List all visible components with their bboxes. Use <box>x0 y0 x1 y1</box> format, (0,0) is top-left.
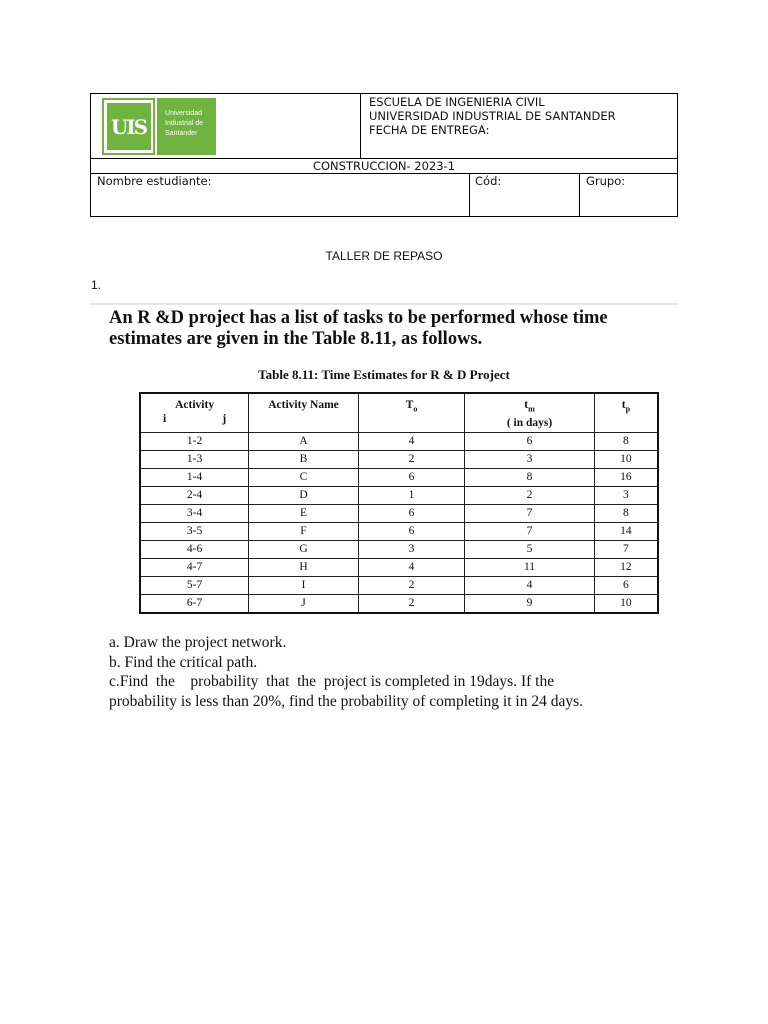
table-cell: 11 <box>465 559 594 577</box>
activity-name-header: Activity Name <box>249 393 359 433</box>
i-label: i <box>163 413 167 425</box>
table-caption: Table 8.11: Time Estimates for R & D Project <box>258 367 510 382</box>
problem-statement: An R &D project has a list of tasks to be performed whose time estimates are given in the Table 8.11, as follows. <box>109 308 608 349</box>
tp-sub: p <box>625 404 631 414</box>
table-cell: 6 <box>465 433 594 451</box>
table-cell: 6-7 <box>140 595 249 614</box>
table-row <box>140 541 658 559</box>
table-cell: 8 <box>465 469 594 487</box>
course-title: CONSTRUCCION- 2023-1 <box>312 159 456 173</box>
table-cell: A <box>249 433 359 451</box>
uis-logo-text <box>157 98 216 155</box>
table-cell: 4 <box>358 559 464 577</box>
table-cell: 7 <box>465 505 594 523</box>
table-cell: 5 <box>465 541 594 559</box>
table-row <box>140 451 658 469</box>
activity-header-label: Activity <box>175 399 215 411</box>
to-sub: o <box>413 404 418 414</box>
to-main: T <box>405 399 414 411</box>
table-cell: 6 <box>358 469 464 487</box>
university-name: UNIVERSIDAD INDUSTRIAL DE SANTANDER <box>369 109 616 123</box>
table-cell: 6 <box>358 523 464 541</box>
header-info <box>369 95 616 137</box>
table-cell: 7 <box>465 523 594 541</box>
logo-text-line: Industrial de <box>165 120 204 127</box>
divider <box>469 173 470 217</box>
table-row <box>140 577 658 595</box>
table-cell: 4 <box>358 433 464 451</box>
time-estimates-table <box>139 392 659 614</box>
tp-main: t <box>621 399 626 411</box>
activity-header <box>140 393 249 433</box>
table-cell: 10 <box>594 451 658 469</box>
logo-text-line: Santander <box>165 130 198 137</box>
uis-logo-mark-icon: UIS <box>102 98 155 155</box>
table-cell: 3-4 <box>140 505 249 523</box>
table-row <box>140 559 658 577</box>
table-cell: 3-5 <box>140 523 249 541</box>
table-cell: F <box>249 523 359 541</box>
table-cell: 16 <box>594 469 658 487</box>
tm-sub: m <box>528 404 535 414</box>
tp-header <box>594 393 658 433</box>
logo-cell <box>91 94 361 158</box>
question-a: a. Draw the project network. <box>109 634 287 651</box>
table-cell: 4-7 <box>140 559 249 577</box>
header-table <box>90 93 678 217</box>
due-date-label: FECHA DE ENTREGA: <box>369 123 490 137</box>
school-name: ESCUELA DE INGENIERIA CIVIL <box>369 95 545 109</box>
table-cell: 2 <box>358 577 464 595</box>
code-label: Cód: <box>475 174 502 188</box>
table-cell: 3 <box>594 487 658 505</box>
table-cell: 2 <box>358 451 464 469</box>
scan-edge <box>90 303 678 305</box>
question-number: 1. <box>91 278 102 292</box>
table-cell: 3 <box>465 451 594 469</box>
table-cell: 1-3 <box>140 451 249 469</box>
table-cell: 1-2 <box>140 433 249 451</box>
table-cell: 1-4 <box>140 469 249 487</box>
table-cell: D <box>249 487 359 505</box>
table-cell: G <box>249 541 359 559</box>
table-cell: 4 <box>465 577 594 595</box>
group-label: Grupo: <box>586 174 626 188</box>
table-row <box>140 505 658 523</box>
table-header-row <box>140 393 658 433</box>
questions <box>109 633 649 711</box>
table-cell: 2 <box>465 487 594 505</box>
table-row <box>140 433 658 451</box>
table-cell: I <box>249 577 359 595</box>
table-cell: 2 <box>358 595 464 614</box>
question-b: b. Find the critical path. <box>109 653 258 671</box>
table-cell: 14 <box>594 523 658 541</box>
table-cell: 7 <box>594 541 658 559</box>
table-cell: H <box>249 559 359 577</box>
table-cell: 2-4 <box>140 487 249 505</box>
table-row <box>140 595 658 614</box>
table-cell: 1 <box>358 487 464 505</box>
j-label: j <box>222 413 227 425</box>
student-name-label: Nombre estudiante: <box>97 174 212 188</box>
tm-main: t <box>524 399 529 411</box>
table-cell: B <box>249 451 359 469</box>
logo-text-line: Universidad <box>165 110 202 117</box>
table-cell: 10 <box>594 595 658 614</box>
table-cell: 5-7 <box>140 577 249 595</box>
question-c-continued: probability is less than 20%, find the probability of completing it in 24 days. <box>109 692 583 710</box>
table-row <box>140 487 658 505</box>
table-cell: C <box>249 469 359 487</box>
table-cell: 12 <box>594 559 658 577</box>
tm-note: ( in days) <box>506 417 553 430</box>
page-title: TALLER DE REPASO <box>325 249 443 263</box>
table-cell: J <box>249 595 359 614</box>
table-cell: E <box>249 505 359 523</box>
divider <box>579 173 580 217</box>
table-cell: 6 <box>594 577 658 595</box>
table-cell: 4-6 <box>140 541 249 559</box>
table-row <box>140 469 658 487</box>
question-c: c.Find the probability that the project is completed in 19days. If the <box>109 673 555 690</box>
table-row <box>140 523 658 541</box>
table-cell: 6 <box>358 505 464 523</box>
uis-logo <box>102 98 216 155</box>
to-header <box>358 393 464 433</box>
tm-header <box>465 393 594 433</box>
table-cell: 9 <box>465 595 594 614</box>
table-cell: 3 <box>358 541 464 559</box>
table-cell: 8 <box>594 433 658 451</box>
table-cell: 8 <box>594 505 658 523</box>
